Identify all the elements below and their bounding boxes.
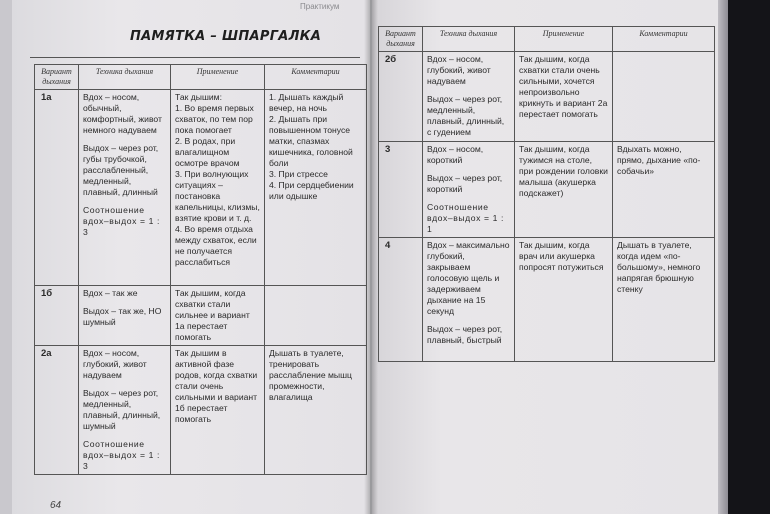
running-head: Практикум	[300, 2, 340, 11]
header-application: Применение	[515, 27, 613, 52]
inhale-text: Вдох – носом, короткий	[427, 144, 484, 165]
table-row	[379, 238, 715, 362]
inhale-text: Вдох – максимально глубокий, закрываем голосовую щель и задерживаем дыхание на 15 секунд	[427, 240, 510, 316]
row-variant: 2а	[35, 346, 79, 475]
exhale-text: Выдох – через рот, короткий	[427, 173, 503, 194]
row-variant: 1а	[35, 90, 79, 286]
ratio-text: Соотношение вдох–выдох = 1 : 3	[83, 205, 160, 237]
row-variant: 3	[379, 142, 423, 238]
header-variant: Вариант дыхания	[379, 27, 423, 52]
row-comments	[265, 286, 367, 346]
page-number: 64	[50, 500, 62, 511]
exhale-text: Выдох – через рот, плавный, быстрый	[427, 324, 503, 345]
inhale-text: Вдох – носом, глубокий, живот надуваем	[83, 348, 147, 380]
row-technique	[423, 142, 515, 238]
row-variant: 1б	[35, 286, 79, 346]
row-comments	[613, 52, 715, 142]
table-header-row	[35, 65, 367, 90]
row-variant: 4	[379, 238, 423, 362]
row-technique	[79, 286, 171, 346]
exhale-text: Выдох – так же, НО шумный	[83, 306, 162, 327]
row-comments: Вдыхать можно, прямо, дыхание «по-собачьи»	[613, 142, 715, 238]
row-comments: Дышать в туалете, когда идем «по-большому», немного напрягая брюшную стенку	[613, 238, 715, 362]
row-application: Так дышим, когда схватки стали сильнее и вариант 1а перестает помогать	[171, 286, 265, 346]
left-table	[34, 64, 367, 475]
table-header-row	[379, 27, 715, 52]
row-application: Так дышим, когда схватки стали очень сильными, хочется непроизвольно крикнуть и вариант 2а перестает помогать	[515, 52, 613, 142]
exhale-text: Выдох – через рот, губы трубочкой, расслабленный, медленный, плавный, длинный	[83, 143, 159, 197]
page-edges	[718, 0, 728, 514]
row-application: Так дышим в активной фазе родов, когда схватки стали очень сильными и вариант 1б перестает помогать	[171, 346, 265, 475]
header-comments: Комментарии	[265, 65, 367, 90]
row-comments: Дышать в туалете, тренировать расслабление мышц промежности, влагалища	[265, 346, 367, 475]
table-row	[379, 52, 715, 142]
header-variant: Вариант дыхания	[35, 65, 79, 90]
row-application: Так дышим, когда тужимся на столе, при рождении головки малыша (акушерка подскажет)	[515, 142, 613, 238]
title-divider	[30, 57, 360, 58]
header-application: Применение	[171, 65, 265, 90]
row-comments: 1. Дышать каждый вечер, на ночь 2. Дышать при повышенном тонусе матки, спазмах кишечника, головной боли 3. При стрессе 4. При сердцебиении или одышке	[265, 90, 367, 286]
table-row	[35, 286, 367, 346]
table-row	[35, 90, 367, 286]
inhale-text: Вдох – носом, обычный, комфортный, живот немного надуваем	[83, 92, 162, 135]
exhale-text: Выдох – через рот, медленный, плавный, длинный, с гудением	[427, 94, 505, 137]
ratio-text: Соотношение вдох–выдох = 1 : 1	[427, 202, 504, 234]
row-technique	[423, 52, 515, 142]
exhale-text: Выдох – через рот, медленный, плавный, длинный, шумный	[83, 388, 161, 431]
right-table	[378, 26, 715, 362]
header-technique: Техника дыхания	[79, 65, 171, 90]
table-row	[35, 346, 367, 475]
ratio-text: Соотношение вдох–выдох = 1 : 3	[83, 439, 160, 471]
row-application: Так дышим, когда врач или акушерка попросят потужиться	[515, 238, 613, 362]
page-title: ПАМЯТКА – ШПАРГАЛКА	[130, 29, 322, 44]
inhale-text: Вдох – так же	[83, 288, 138, 298]
row-application: Так дышим: 1. Во время первых схваток, по тем пор пока помогает 2. В родах, при влагалищном осмотре врачом 3. При волнующих ситуациях – постановка капельницы, клизмы, взятие крови и т. д. 4. Во время отдыха между схваток, если не получается расслабиться	[171, 90, 265, 286]
row-technique	[79, 90, 171, 286]
inhale-text: Вдох – носом, глубокий, живот надуваем	[427, 54, 491, 86]
row-variant: 2б	[379, 52, 423, 142]
table-row	[379, 142, 715, 238]
row-technique	[79, 346, 171, 475]
header-technique: Техника дыхания	[423, 27, 515, 52]
row-technique	[423, 238, 515, 362]
header-comments: Комментарии	[613, 27, 715, 52]
